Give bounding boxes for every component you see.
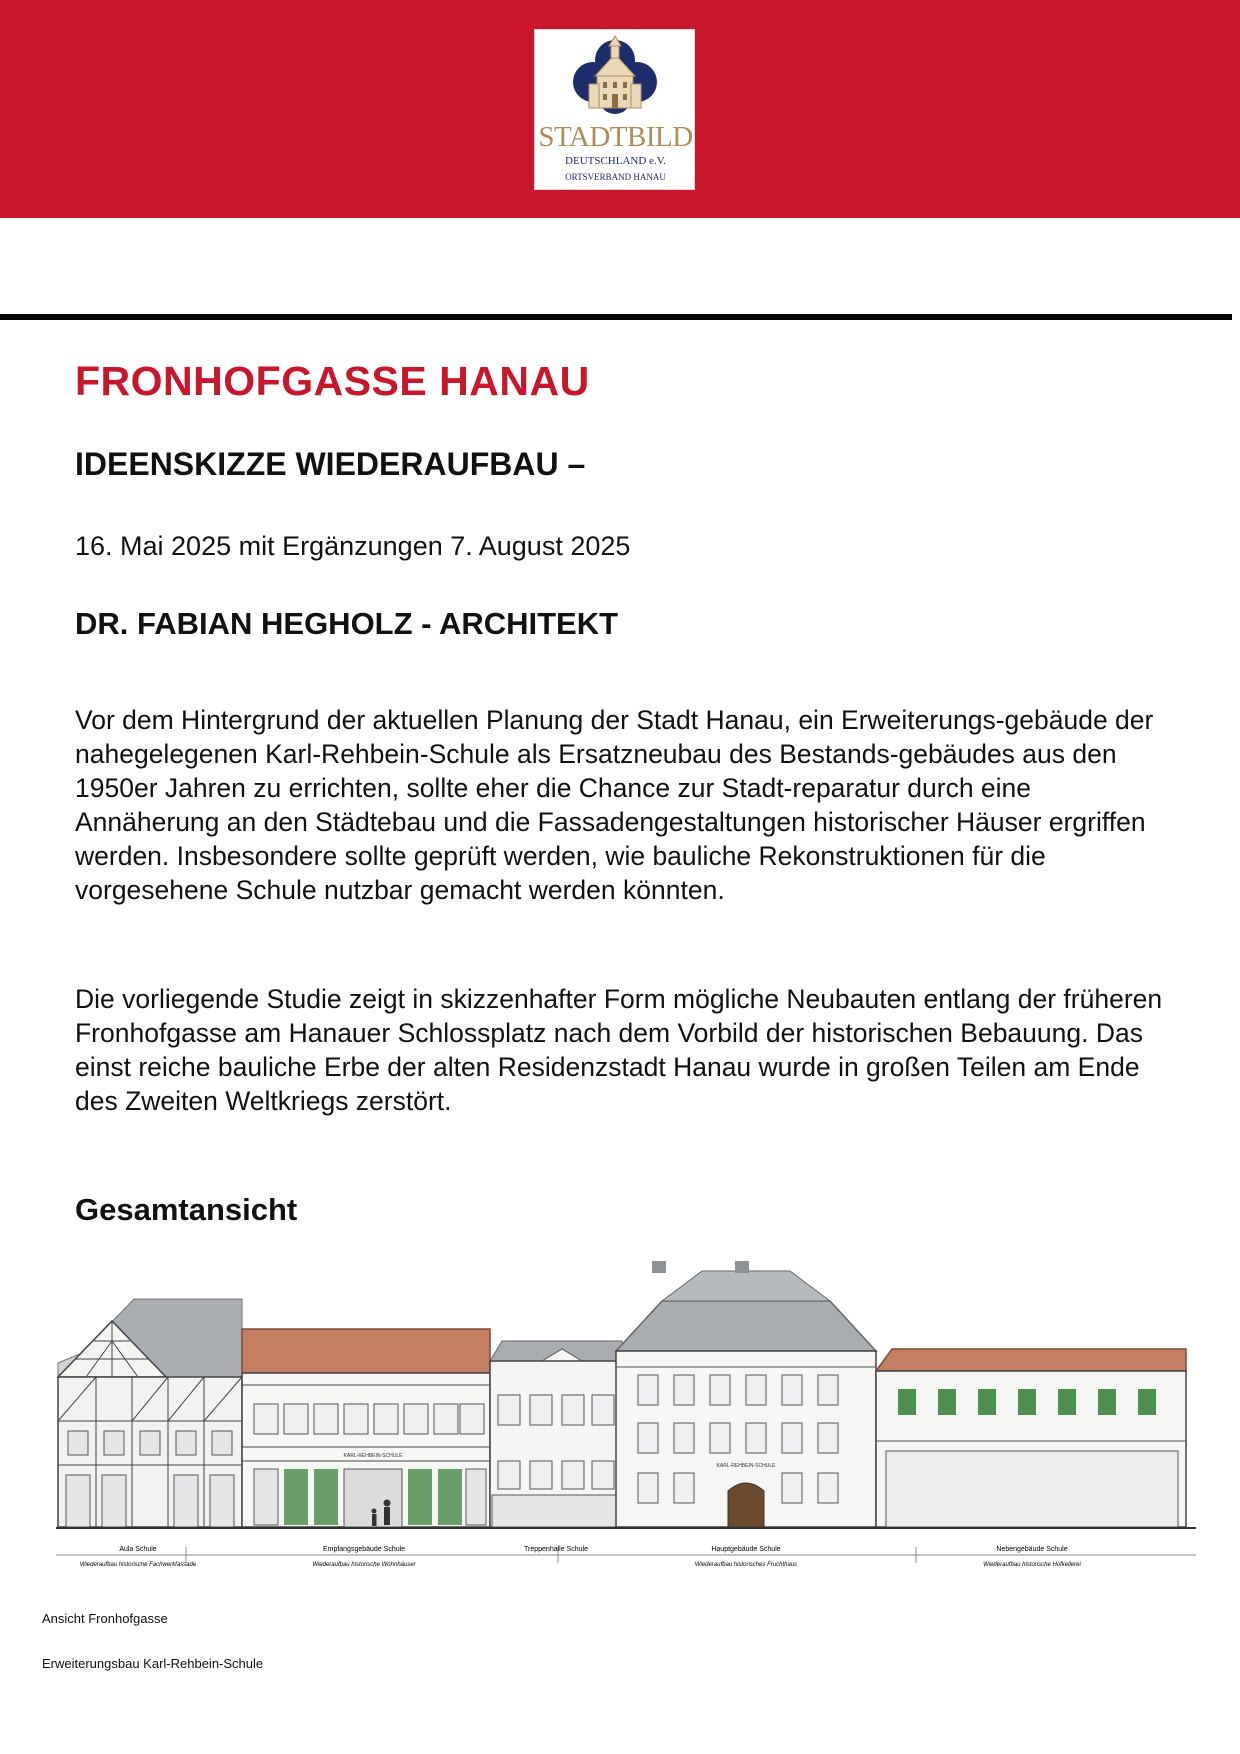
caption-view: Ansicht Fronhofgasse: [42, 1611, 168, 1626]
nebengebaeude-building: [876, 1349, 1186, 1527]
logo-subtitle: DEUTSCHLAND e.V.: [565, 155, 666, 167]
label-aula-title: Aula Schule: [119, 1546, 157, 1553]
document-author: DR. FABIAN HEGHOLZ - ARCHITEKT: [75, 606, 619, 641]
label-treppe-title: Treppenhalle Schule: [524, 1546, 588, 1553]
logo-chapter: ORTSVERBAND HANAU: [565, 172, 666, 182]
header-divider: [0, 314, 1232, 320]
aula-building: [58, 1299, 242, 1527]
header-banner: [0, 0, 1240, 218]
label-empfang-title: Empfangsgebäude Schule: [322, 1546, 406, 1553]
empfang-building: [242, 1329, 490, 1527]
treppenhalle-building: [490, 1341, 622, 1527]
label-haupt-description: Wiederaufbau historisches Fruchthaus: [694, 1562, 798, 1568]
document-subtitle: IDEENSKIZZE WIEDERAUFBAU –: [75, 446, 586, 482]
hauptgebaeude-building: [616, 1261, 876, 1527]
label-haupt-title: Hauptgebäude Schule: [711, 1546, 781, 1553]
label-aula-description: Wiederaufbau historische Fachwerkfassade: [79, 1562, 197, 1568]
empfang-sign: KARL-REHBEIN-SCHULE: [343, 1453, 403, 1459]
document-title: FRONHOFGASSE HANAU: [75, 358, 590, 404]
document-date: 16. Mai 2025 mit Ergänzungen 7. August 2025: [75, 531, 631, 561]
logo-name: STADTBILD: [538, 121, 693, 153]
section-heading: Gesamtansicht: [75, 1192, 298, 1227]
haupt-sign: KARL-REHBEIN-SCHULE: [716, 1463, 776, 1469]
caption-project: Erweiterungsbau Karl-Rehbein-Schule: [42, 1656, 264, 1671]
label-neben-description: Wiederaufbau historische Hofkellerei: [983, 1562, 1081, 1568]
study-paragraph: Die vorliegende Studie zeigt in skizzenhafter Form mögliche Neubauten entlang der früheren Fronhofgasse am Hanauer Schlossplatz nach dem Vorbild der historischen Bebauung. Das einst reiche bauliche Erbe der alten Residenzstadt Hanau wurde in großen Teilen am Ende des Zweiten Weltkriegs zerstört.: [75, 984, 1163, 1116]
label-empfang-description: Wiederaufbau historische Wohnhäuser: [312, 1562, 416, 1568]
label-neben-title: Nebengebäude Schule: [996, 1546, 1068, 1553]
intro-paragraph: Vor dem Hintergrund der aktuellen Planung der Stadt Hanau, ein Erweiterungs-gebäude der nahegelegenen Karl-Rehbein-Schule als Ersatzneubau des Bestands-gebäudes aus den 1950er Jahren zu errichten, sollte eher die Chance zur Stadt-reparatur durch eine Annäherung an den Städtebau und die Fassadengestaltungen historischer Häuser ergriffen werden. Insbesondere sollte geprüft werden, wie bauliche Rekonstruktionen für die vorgesehene Schule nutzbar gemacht werden könnten.: [75, 705, 1154, 905]
stadtbild-logo: [534, 29, 695, 190]
facade-elevation-drawing: [56, 1255, 1196, 1595]
